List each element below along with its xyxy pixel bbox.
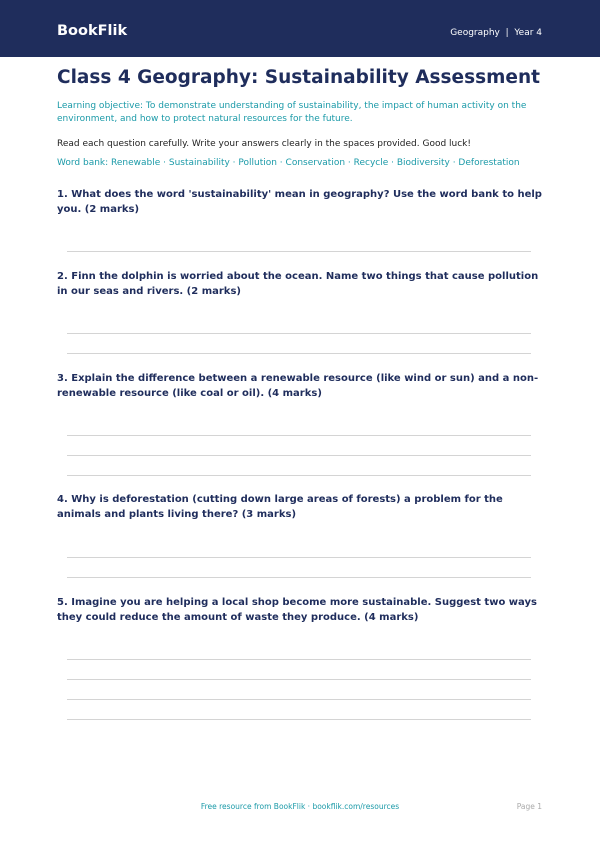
question-3: 3. Explain the difference between a renewable resource (like wind or sun) and a non-renewable resource (like coal or oil). (4 marks) <box>57 373 539 399</box>
subject-year-label: Geography | Year 4 <box>450 28 542 38</box>
answer-line[interactable] <box>67 475 531 476</box>
question-4: 4. Why is deforestation (cutting down large areas of forests) a problem for the animals and plants living there? (3 marks) <box>57 494 503 520</box>
answer-line[interactable] <box>67 679 531 680</box>
page-number: Page 1 <box>516 802 542 811</box>
answer-line[interactable] <box>67 455 531 456</box>
question-1: 1. What does the word 'sustainability' mean in geography? Use the word bank to help you. (2 marks) <box>57 189 542 215</box>
page-title: Class 4 Geography: Sustainability Assessment <box>57 67 540 88</box>
answer-line[interactable] <box>67 251 531 252</box>
answer-line[interactable] <box>67 353 531 354</box>
brand-logo: BookFlik <box>57 23 128 39</box>
answer-line[interactable] <box>67 557 531 558</box>
page-header <box>0 0 600 57</box>
answer-line[interactable] <box>67 659 531 660</box>
answer-line[interactable] <box>67 333 531 334</box>
word-bank: Word bank: Renewable · Sustainability · Pollution · Conservation · Recycle · Biodiversity · Deforestation <box>57 158 520 168</box>
answer-line[interactable] <box>67 577 531 578</box>
answer-line[interactable] <box>67 435 531 436</box>
question-2: 2. Finn the dolphin is worried about the ocean. Name two things that cause pollution in our seas and rivers. (2 marks) <box>57 271 539 297</box>
question-5: 5. Imagine you are helping a local shop become more sustainable. Suggest two ways they could reduce the amount of waste they produce. (4 marks) <box>57 597 537 623</box>
answer-line[interactable] <box>67 719 531 720</box>
answer-line[interactable] <box>67 699 531 700</box>
footer-credit: Free resource from BookFlik · bookflik.com/resources <box>200 802 400 811</box>
instructions: Read each question carefully. Write your answers clearly in the spaces provided. Good luck! <box>57 139 472 149</box>
learning-objective: Learning objective: To demonstrate understanding of sustainability, the impact of human activity on the environment, and how to protect natural resources for the future. <box>57 101 527 124</box>
